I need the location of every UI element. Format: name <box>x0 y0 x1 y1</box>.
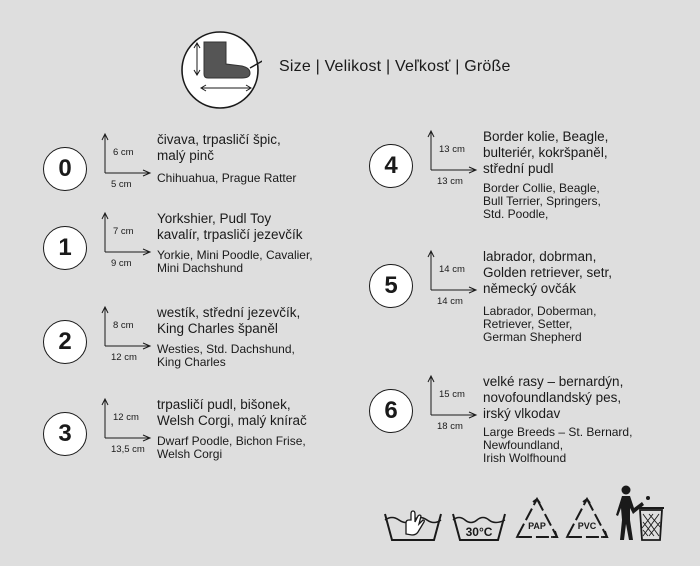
breeds-czech: čivava, trpasličí špic, malý pinč <box>157 132 281 163</box>
recycle-pap-icon <box>514 496 560 542</box>
breeds-czech: westík, střední jezevčík, King Charles španěl <box>157 305 301 336</box>
width-label: 14 cm <box>437 296 463 307</box>
size-entry-0 <box>43 133 373 223</box>
size-entry-6 <box>369 375 699 465</box>
size-entry-3 <box>43 398 373 488</box>
height-label: 8 cm <box>113 320 134 331</box>
size-entry-5 <box>369 249 699 344</box>
height-label: 6 cm <box>113 147 134 158</box>
width-label: 18 cm <box>437 421 463 432</box>
breeds-english: Yorkie, Mini Poodle, Cavalier, Mini Dachshund <box>157 248 313 275</box>
size-number-badge: 4 <box>369 144 413 188</box>
width-label: 13,5 cm <box>111 444 145 455</box>
size-number-badge: 2 <box>43 320 87 364</box>
breeds-czech: Border kolie, Beagle, bulteriér, kokršpaněl, střední pudl <box>483 129 609 176</box>
size-number-badge: 5 <box>369 264 413 308</box>
width-label: 5 cm <box>111 179 132 190</box>
breeds-english: Border Collie, Beagle, Bull Terrier, Springers, Std. Poodle, <box>483 181 601 221</box>
size-number-badge: 0 <box>43 147 87 191</box>
breeds-czech: Yorkshier, Pudl Toy kavalír, trpasličí jezevčík <box>157 211 303 242</box>
breeds-english: Dwarf Poodle, Bichon Frise, Welsh Corgi <box>157 434 306 461</box>
breeds-english: Westies, Std. Dachshund, King Charles <box>157 342 295 369</box>
breeds-czech: labrador, dobrman, Golden retriever, setr, německý ovčák <box>483 249 613 296</box>
size-entry-1 <box>43 212 373 302</box>
size-number-badge: 3 <box>43 412 87 456</box>
size-entry-2 <box>43 306 373 396</box>
size-number-badge: 1 <box>43 226 87 270</box>
size-number-badge: 6 <box>369 389 413 433</box>
header-title: Size | Velikost | Veľkosť | Größe <box>279 58 511 75</box>
height-label: 15 cm <box>439 389 465 400</box>
recycle-pvc-icon <box>564 496 610 542</box>
breeds-czech: velké rasy – bernardýn, novofoundlandský pes, irský vlkodav <box>483 374 624 421</box>
breeds-english: Large Breeds – St. Bernard, Newfoundland, Irish Wolfhound <box>483 425 633 465</box>
recycle-pvc-label: PVC <box>577 521 597 531</box>
dog-boot-measurement-icon <box>178 28 262 112</box>
wash-temperature-label: 30°C <box>465 525 493 539</box>
wash-30-icon <box>450 508 508 544</box>
width-label: 13 cm <box>437 176 463 187</box>
breeds-english: Chihuahua, Prague Ratter <box>157 171 297 185</box>
height-label: 14 cm <box>439 264 465 275</box>
width-label: 9 cm <box>111 258 132 269</box>
dispose-in-bin-icon <box>614 484 664 542</box>
breeds-czech: trpasličí pudl, bišonek, Welsh Corgi, malý knírač <box>157 397 307 428</box>
hand-wash-icon <box>382 508 444 544</box>
height-label: 12 cm <box>113 412 139 423</box>
height-label: 13 cm <box>439 144 465 155</box>
breeds-english: Labrador, Doberman, Retriever, Setter, German Shepherd <box>483 304 597 344</box>
recycle-pap-label: PAP <box>528 521 546 531</box>
size-entry-4 <box>369 130 699 220</box>
width-label: 12 cm <box>111 352 137 363</box>
height-label: 7 cm <box>113 226 134 237</box>
